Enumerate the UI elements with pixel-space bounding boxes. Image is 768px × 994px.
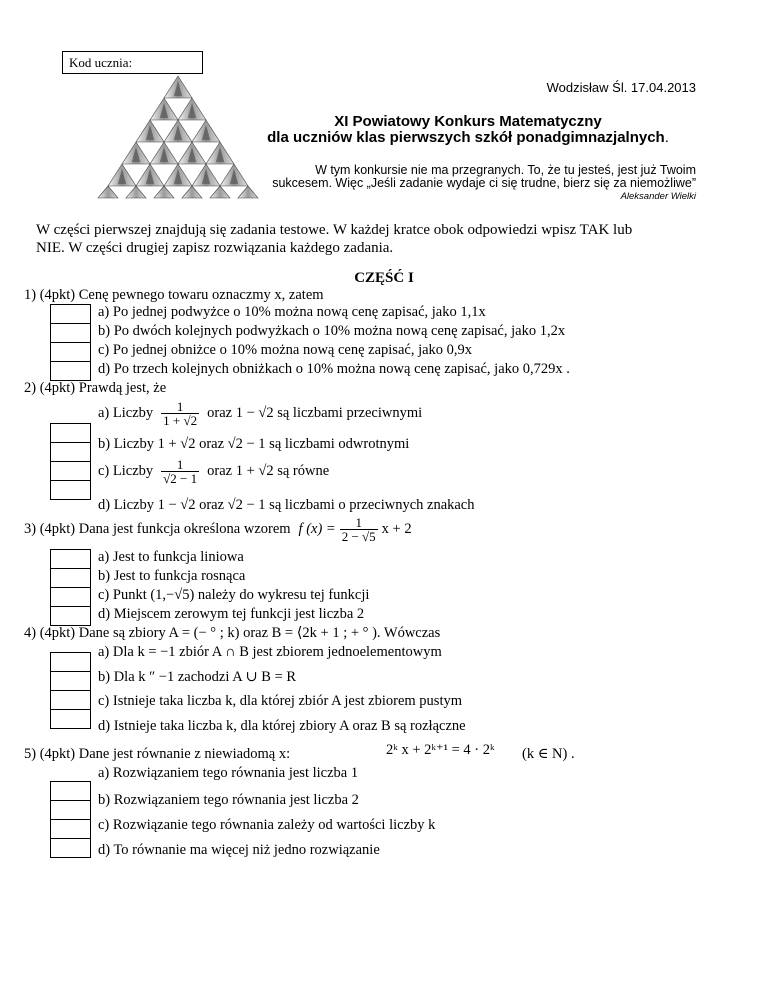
answer-box-q1c[interactable]	[50, 342, 91, 362]
q2-a-rest: oraz 1 − √2 są liczbami przeciwnymi	[207, 404, 423, 421]
q2-c-fraction	[161, 458, 199, 485]
answer-box-q2a[interactable]	[50, 423, 91, 443]
answer-box-q2d[interactable]	[50, 480, 91, 500]
answer-box-q2c[interactable]	[50, 461, 91, 481]
q5-condition: (k ∈ N) .	[522, 746, 575, 762]
q2-c-numerator: 1	[176, 456, 184, 472]
answer-box-q5a[interactable]	[50, 781, 91, 801]
q2-a-numerator: 1	[176, 398, 184, 414]
q1-option-d: d) Po trzech kolejnych obniżkach o 10% można nową cenę zapisać, jako 0,729x .	[98, 361, 570, 377]
motto-line1: W tym konkursie nie ma przegranych. To, że tu jesteś, jest już Twoim	[315, 163, 696, 177]
answer-box-q4d[interactable]	[50, 709, 91, 729]
q3-stem: 3) (4pkt) Dana jest funkcja określona wzorem	[24, 520, 291, 537]
place-date: Wodzisław Śl. 17.04.2013	[546, 80, 696, 95]
q2-option-c	[98, 456, 329, 486]
q5-option-b: b) Rozwiązaniem tego równania jest liczba 2	[98, 792, 359, 808]
q4-option-c: c) Istnieje taka liczba k, dla której zbiór A jest zbiorem pustym	[98, 693, 463, 709]
answer-box-q3b[interactable]	[50, 568, 91, 588]
q3-option-b: b) Jest to funkcja rosnąca	[98, 568, 246, 584]
answer-box-q3c[interactable]	[50, 587, 91, 607]
answer-box-q5b[interactable]	[50, 800, 91, 820]
q3-option-c: c) Punkt (1,−√5) należy do wykresu tej funkcji	[98, 587, 370, 603]
answer-box-q1d[interactable]	[50, 361, 91, 381]
answer-box-q3d[interactable]	[50, 606, 91, 626]
q4-option-d: d) Istnieje taka liczba k, dla której zbiory A oraz B są rozłączne	[98, 718, 466, 734]
section-title: CZĘŚĆ I	[354, 270, 414, 286]
q5-option-a: a) Rozwiązaniem tego równania jest liczba 1	[98, 765, 359, 781]
q2-option-b: b) Liczby 1 + √2 oraz √2 − 1 są liczbami odwrotnymi	[98, 436, 410, 452]
q2-c-prefix: c) Liczby	[98, 462, 154, 479]
answer-box-q5c[interactable]	[50, 819, 91, 839]
q3-stem-row	[24, 513, 412, 545]
student-code-box[interactable]	[62, 51, 203, 74]
student-code-label: Kod ucznia:	[69, 55, 133, 70]
intro-line2: NIE. W części drugiej zapisz rozwiązania każdego zadania.	[36, 240, 394, 256]
q2-a-prefix: a) Liczby	[98, 404, 154, 421]
q4-option-a: a) Dla k = −1 zbiór A ∩ B jest zbiorem jednoelementowym	[98, 644, 442, 660]
q5-equation: 2ᵏ x + 2ᵏ⁺¹ = 4 · 2ᵏ	[386, 742, 495, 758]
answer-box-q2b[interactable]	[50, 442, 91, 462]
q3-option-a: a) Jest to funkcja liniowa	[98, 549, 244, 565]
q4-option-b: b) Dla k ″ −1 zachodzi A ∪ B = R	[98, 669, 297, 685]
answer-box-q1a[interactable]	[50, 304, 91, 324]
q2-option-a	[98, 398, 422, 428]
q3-function-denominator: 2 − √5	[341, 528, 376, 544]
q4-stem: 4) (4pkt) Dane są zbiory A = (− ° ; k) oraz B = ⟨2k + 1 ; + ° ). Wówczas	[24, 625, 441, 641]
intro-line1: W części pierwszej znajdują się zadania testowe. W każdej kratce obok odpowiedzi wpisz TAK lub	[36, 222, 633, 238]
contest-title-line2: dla uczniów klas pierwszych szkół ponadgimnazjalnych.	[267, 129, 669, 146]
q1-option-a: a) Po jednej podwyżce o 10% można nową cenę zapisać, jako 1,1x	[98, 304, 486, 320]
answer-box-q4b[interactable]	[50, 671, 91, 691]
q5-option-d: d) To równanie ma więcej niż jedno rozwiązanie	[98, 842, 380, 858]
answer-box-q5d[interactable]	[50, 838, 91, 858]
q2-c-rest: oraz 1 + √2 są równe	[207, 462, 330, 479]
answer-box-q3a[interactable]	[50, 549, 91, 569]
q3-option-d: d) Miejscem zerowym tej funkcji jest liczba 2	[98, 606, 365, 622]
contest-title-line2-text: dla uczniów klas pierwszych szkół ponadgimnazjalnych	[267, 129, 665, 146]
answer-box-q4c[interactable]	[50, 690, 91, 710]
q5-option-c: c) Rozwiązanie tego równania zależy od wartości liczby k	[98, 817, 436, 833]
q3-function-tail: x + 2	[381, 520, 412, 537]
q3-function-fraction	[340, 516, 378, 543]
contest-title-line1: XI Powiatowy Konkurs Matematyczny	[334, 113, 602, 130]
motto-line2: sukcesem. Więc „Jeśli zadanie wydaje ci się trudne, bierz się za niemożliwe”	[272, 176, 696, 190]
answer-box-q4a[interactable]	[50, 652, 91, 672]
q2-a-fraction	[161, 400, 199, 427]
q3-function-numerator: 1	[355, 514, 362, 530]
q1-option-c: c) Po jednej obniżce o 10% można nową cenę zapisać, jako 0,9x	[98, 342, 473, 358]
q1-stem: 1) (4pkt) Cenę pewnego towaru oznaczmy x, zatem	[24, 287, 324, 303]
q2-stem: 2) (4pkt) Prawdą jest, że	[24, 380, 167, 396]
q1-option-b: b) Po dwóch kolejnych podwyżkach o 10% można nową cenę zapisać, jako 1,2x	[98, 323, 566, 339]
motto-author: Aleksander Wielki	[620, 191, 696, 202]
q2-option-d: d) Liczby 1 − √2 oraz √2 − 1 są liczbami o przeciwnych znakach	[98, 497, 475, 513]
q2-a-denominator: 1 + √2	[163, 412, 198, 428]
q5-stem: 5) (4pkt) Dane jest równanie z niewiadomą x:	[24, 746, 291, 762]
q2-c-denominator: √2 − 1	[163, 470, 198, 486]
answer-box-q1b[interactable]	[50, 323, 91, 343]
q3-function-lhs: f (x) =	[298, 520, 336, 537]
